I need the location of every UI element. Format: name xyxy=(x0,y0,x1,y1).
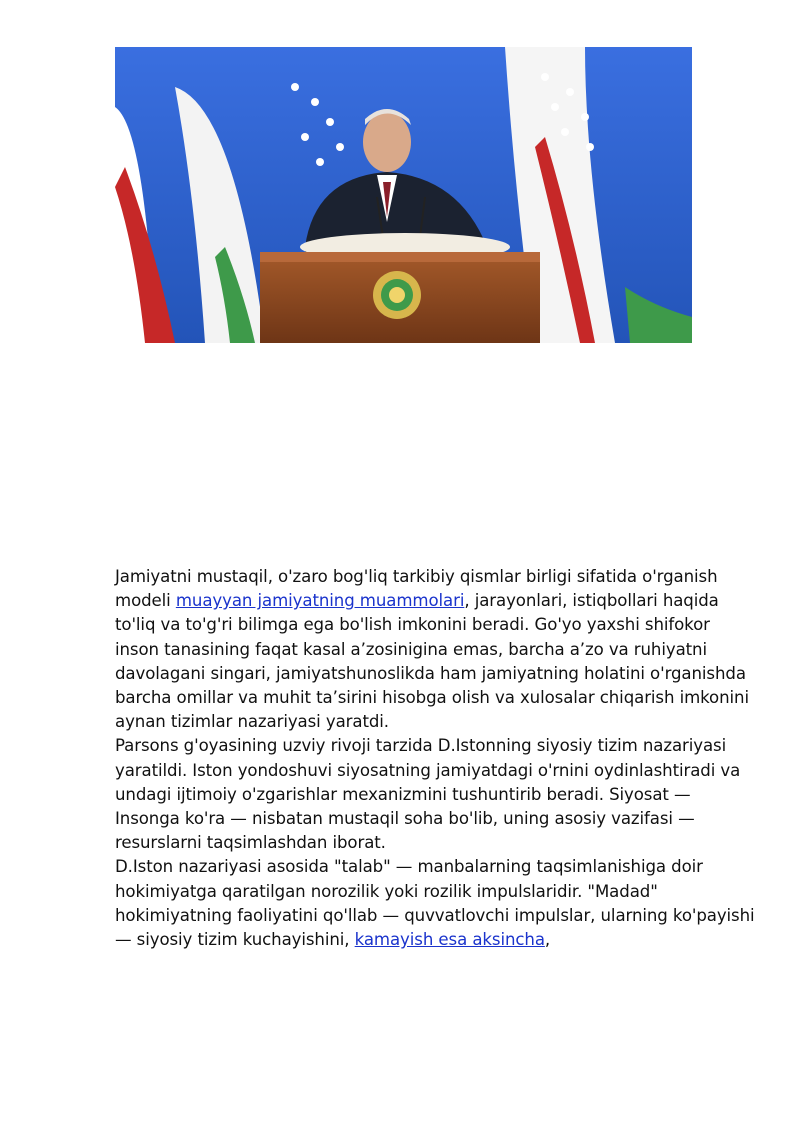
speaker-photo xyxy=(115,47,692,343)
link-kamayish-esa-aksincha[interactable]: kamayish esa aksincha xyxy=(354,930,545,950)
link-muayyan-jamiyatning-muammolari[interactable]: muayyan jamiyatning muammolari xyxy=(175,591,465,611)
paragraph-2: Parsons g'oyasining uzviy rivoji tarzida D.Istonning siyosiy tizim nazariyasi yaratildi. Iston yondoshuvi siyosatning jamiyatdagi o'rnini oydinlashtiradi va undagi ijtimoiy o'zgarishlar mexanizmini tushuntirib beradi. Siyosat — Insonga ko'ra — nisbatan mustaqil soha bo'lib, uning asosiy vazifasi — resurslarni taqsimlashdan iborat. xyxy=(115,736,741,853)
paragraph-3: D.Iston nazariyasi asosida "talab" — manbalarning taqsimlanishiga doir hokimiyatga qaratilgan norozilik yoki rozilik impulslaridir. "Madad" hokimiyatning faoliyatini qo'llab — quvvatlovchi impulslar, ularning ko'payishi — siyosiy tizim kuchayishini, kamayish esa aksincha, xyxy=(115,857,755,950)
article-text xyxy=(115,565,755,952)
paragraph-1: Jamiyatni mustaqil, o'zaro bog'liq tarkibiy qismlar birligi sifatida o'rganish modeli muayyan jamiyatning muammolari, jarayonlari, istiqbollari haqida to'liq va to'g'ri bilimga ega bo'lish imkonini beradi. Go'yo yaxshi shifokor inson tanasining faqat kasal a’zosinigina emas, barcha a’zo va ruhiyatni davolagani singari, jamiyatshunoslikda ham jamiyatning holatini o'rganishda barcha omillar va muhit ta’sirini hisobga olish va xulosalar chiqarish imkonini aynan tizimlar nazariyasi yaratdi. xyxy=(115,567,749,732)
